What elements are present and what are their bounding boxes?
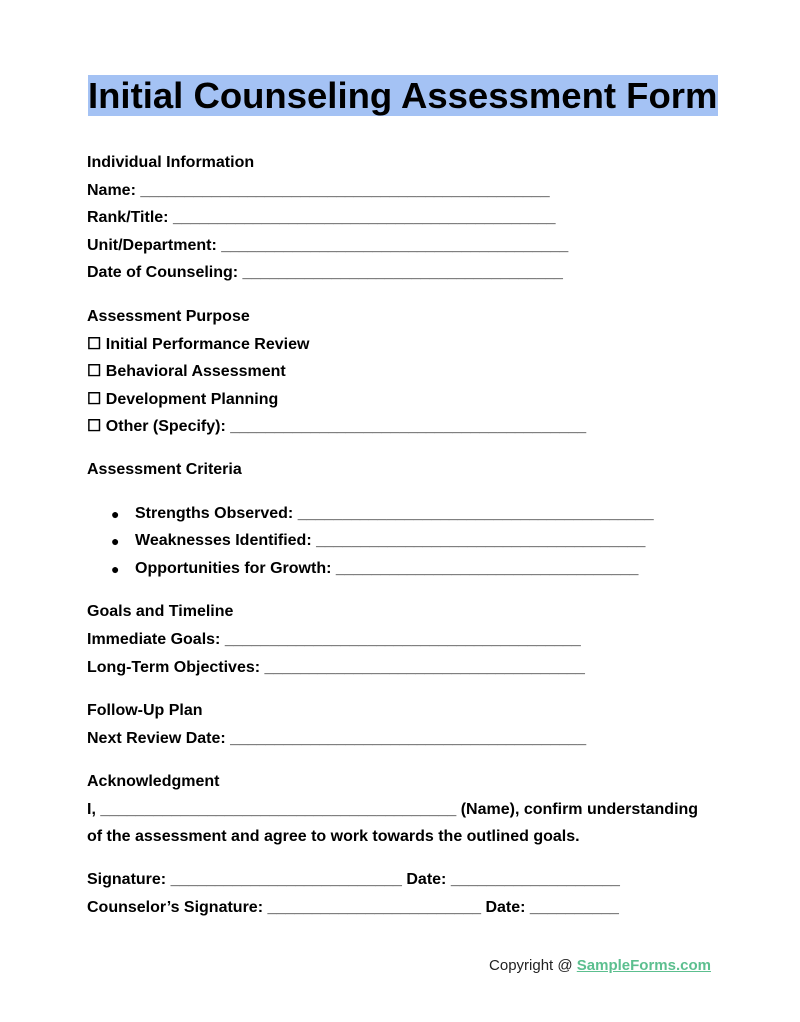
checkbox-other-specify[interactable]: ☐ Other (Specify): ________________________________________ [87, 418, 587, 435]
date-of-counseling-field[interactable]: Date of Counseling: ____________________________________ [87, 264, 563, 281]
section-heading-purpose: Assessment Purpose [87, 308, 250, 325]
opportunities-for-growth-field[interactable]: Opportunities for Growth: __________________________________ [135, 560, 639, 577]
section-heading-acknowledgment: Acknowledgment [87, 773, 220, 790]
bullet-icon: ● [111, 506, 120, 522]
next-review-date-field[interactable]: Next Review Date: ________________________________________ [87, 730, 587, 747]
checkbox-development-planning[interactable]: ☐ Development Planning [87, 391, 279, 408]
weaknesses-identified-field[interactable]: Weaknesses Identified: _____________________________________ [135, 532, 646, 549]
copyright-prefix: Copyright @ [489, 957, 577, 974]
name-field[interactable]: Name: ______________________________________________ [87, 182, 550, 199]
counselor-signature-date-field[interactable]: Counselor’s Signature: ________________________ Date: __________ [87, 899, 619, 916]
page-title: Initial Counseling Assessment Form [88, 75, 718, 116]
immediate-goals-field[interactable]: Immediate Goals: ________________________________________ [87, 631, 581, 648]
section-heading-individual: Individual Information [87, 154, 255, 171]
bullet-icon: ● [111, 561, 120, 577]
acknowledgment-text: of the assessment and agree to work towards the outlined goals. [87, 828, 580, 845]
sampleforms-link[interactable]: SampleForms.com [576, 957, 711, 974]
long-term-objectives-field[interactable]: Long-Term Objectives: ____________________________________ [87, 659, 585, 676]
strengths-observed-field[interactable]: Strengths Observed: ________________________________________ [135, 505, 654, 522]
section-heading-criteria: Assessment Criteria [87, 461, 242, 478]
acknowledgment-name-field[interactable]: I, ________________________________________ (Name), confirm understanding [87, 801, 699, 818]
unit-department-field[interactable]: Unit/Department: _______________________________________ [87, 237, 569, 254]
checkbox-behavioral-assessment[interactable]: ☐ Behavioral Assessment [87, 363, 286, 380]
copyright-footer [489, 956, 711, 976]
checkbox-initial-performance-review[interactable]: ☐ Initial Performance Review [87, 336, 310, 353]
section-heading-goals: Goals and Timeline [87, 603, 234, 620]
bullet-icon: ● [111, 533, 120, 549]
rank-title-field[interactable]: Rank/Title: ___________________________________________ [87, 209, 556, 226]
section-heading-followup: Follow-Up Plan [87, 702, 203, 719]
signature-date-field[interactable]: Signature: __________________________ Date: ___________________ [87, 871, 620, 888]
